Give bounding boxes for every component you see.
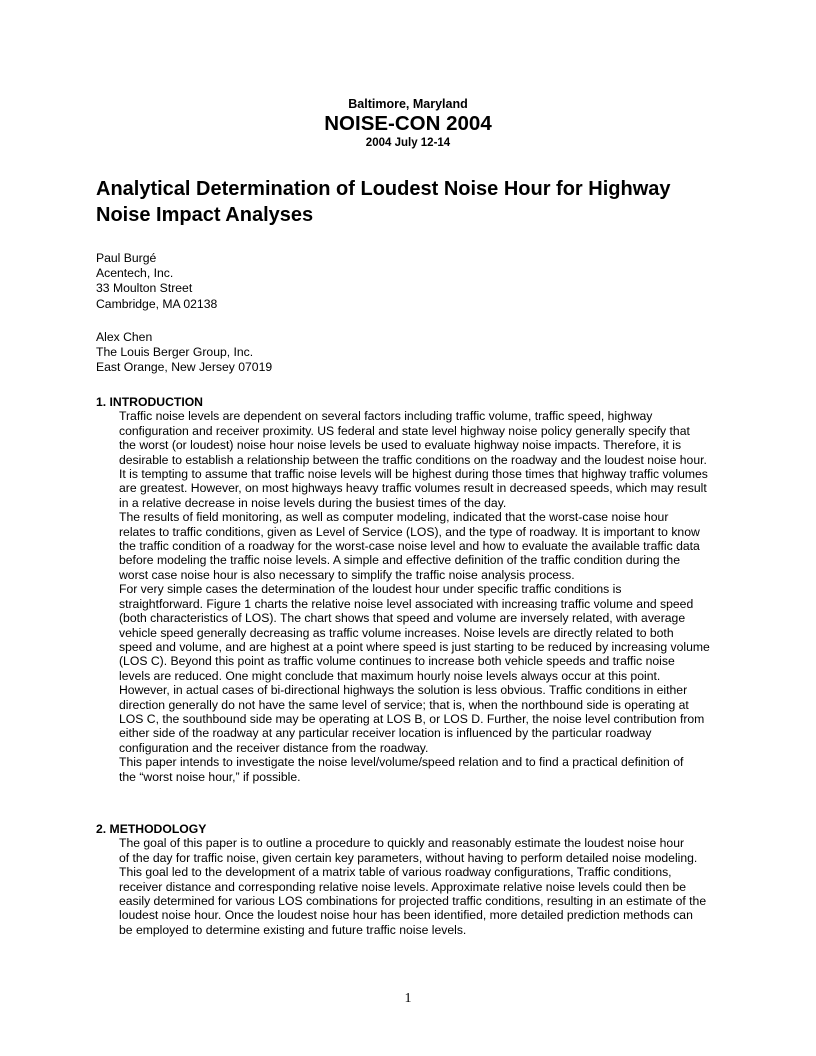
author-affiliation: Acentech, Inc. bbox=[96, 266, 174, 281]
body-line: relates to traffic conditions, given as Level of Service (LOS), and the type of roadway. It is important to know bbox=[119, 524, 700, 539]
page-number: 1 bbox=[404, 991, 412, 1006]
conference-dates: 2004 July 12-14 bbox=[365, 137, 451, 149]
paper-title-line: Noise Impact Analyses bbox=[96, 204, 314, 226]
body-line: in a relative decrease in noise levels during the busiest times of the day. bbox=[119, 495, 507, 510]
author-address: 33 Moulton Street bbox=[96, 281, 193, 296]
body-line: direction generally do not have the same level of service; that is, when the northbound side is operating at bbox=[119, 697, 689, 712]
author-name: Paul Burgé bbox=[96, 251, 157, 265]
body-line: The results of field monitoring, as well as computer modeling, indicated that the worst-case noise hour bbox=[119, 510, 669, 525]
body-line: For very simple cases the determination of the loudest hour under specific traffic conditions is bbox=[119, 582, 622, 597]
author-address: Cambridge, MA 02138 bbox=[96, 296, 218, 311]
body-paragraph bbox=[96, 755, 746, 784]
body-line: LOS C, the southbound side may be operating at LOS B, or LOS D. Further, the noise level contribution from bbox=[119, 711, 705, 726]
body-line: loudest noise hour. Once the loudest noise hour has been identified, more detailed prediction methods can bbox=[119, 908, 693, 923]
body-paragraph bbox=[96, 836, 746, 937]
body-line: However, in actual cases of bi-directional highways the solution is less obvious. Traffic conditions in either bbox=[119, 683, 688, 698]
body-line: Traffic noise levels are dependent on several factors including traffic volume, traffic speed, highway bbox=[119, 409, 653, 424]
author-affiliation: The Louis Berger Group, Inc. bbox=[96, 345, 254, 360]
body-line: speed and volume, and are highest at a point where speed is just starting to be reduced by increasing volume bbox=[119, 639, 710, 654]
body-paragraph bbox=[96, 510, 746, 582]
section-heading: 1. INTRODUCTION bbox=[96, 395, 203, 409]
author-name: Alex Chen bbox=[96, 330, 153, 344]
body-line: This goal led to the development of a matrix table of various roadway configurations, Traffic conditions, bbox=[119, 865, 672, 880]
body-line: The goal of this paper is to outline a procedure to quickly and reasonably estimate the loudest noise hour bbox=[119, 836, 685, 851]
body-line: desirable to establish a relationship between the traffic conditions on the roadway and the loudest noise hour. bbox=[119, 452, 707, 467]
body-line: of the day for traffic noise, given certain key parameters, without having to perform detailed noise modeling. bbox=[119, 850, 698, 865]
body-line: worst case noise hour is also necessary to simplify the traffic noise analysis process. bbox=[119, 567, 575, 582]
author-address: East Orange, New Jersey 07019 bbox=[96, 360, 273, 375]
author-block bbox=[96, 330, 736, 376]
conference-name: NOISE-CON 2004 bbox=[324, 112, 492, 135]
body-line: the “worst noise hour,” if possible. bbox=[119, 769, 301, 784]
author-block bbox=[96, 251, 736, 312]
body-line: (both characteristics of LOS). The chart shows that speed and volume are inversely related, with average bbox=[119, 611, 686, 626]
body-line: are greatest. However, on most highways heavy traffic volumes result in decreased speeds, which may result bbox=[119, 481, 707, 496]
body-line: either side of the roadway at any particular receiver location is influenced by the particular roadway bbox=[119, 726, 652, 741]
body-line: before modeling the traffic noise levels. A simple and effective definition of the traffic condition during the bbox=[119, 553, 680, 568]
section-heading: 2. METHODOLOGY bbox=[96, 822, 207, 836]
conference-location: Baltimore, Maryland bbox=[348, 97, 468, 111]
body-line: (LOS C). Beyond this point as traffic volume continues to increase both vehicle speeds and traffic noise bbox=[119, 654, 675, 669]
section-methodology bbox=[96, 822, 746, 937]
body-line: It is tempting to assume that traffic noise levels will be highest during those times that highway traffic volumes bbox=[119, 467, 708, 482]
body-line: vehicle speed generally decreasing as traffic volume increases. Noise levels are directly related to both bbox=[119, 625, 674, 640]
body-line: the traffic condition of a roadway for the worst-case noise level and how to evaluate the available traffic data bbox=[119, 539, 700, 554]
body-paragraph bbox=[96, 582, 746, 755]
body-line: receiver distance and corresponding relative noise levels. Approximate relative noise levels could then be bbox=[119, 879, 687, 894]
body-paragraph bbox=[96, 409, 746, 510]
section-introduction bbox=[96, 395, 746, 784]
body-line: This paper intends to investigate the noise level/volume/speed relation and to find a practical definition of bbox=[119, 755, 684, 770]
body-line: configuration and the receiver distance from the roadway. bbox=[119, 740, 429, 755]
body-line: levels are reduced. One might conclude that maximum hourly noise levels always occur at this point. bbox=[119, 668, 661, 683]
body-line: easily determined for various LOS combinations for projected traffic conditions, resulting in an estimate of the bbox=[119, 894, 707, 909]
body-line: straightforward. Figure 1 charts the relative noise level associated with increasing traffic volume and speed bbox=[119, 596, 694, 611]
paper-title-line: Analytical Determination of Loudest Noise Hour for Highway bbox=[96, 178, 671, 200]
body-line: the worst (or loudest) noise hour noise levels be used to evaluate highway noise impacts. Therefore, it is bbox=[119, 438, 682, 453]
paper-title bbox=[96, 176, 736, 228]
body-line: configuration and receiver proximity. US federal and state level highway noise policy generally specify that bbox=[119, 423, 690, 438]
body-line: be employed to determine existing and future traffic noise levels. bbox=[119, 922, 467, 937]
